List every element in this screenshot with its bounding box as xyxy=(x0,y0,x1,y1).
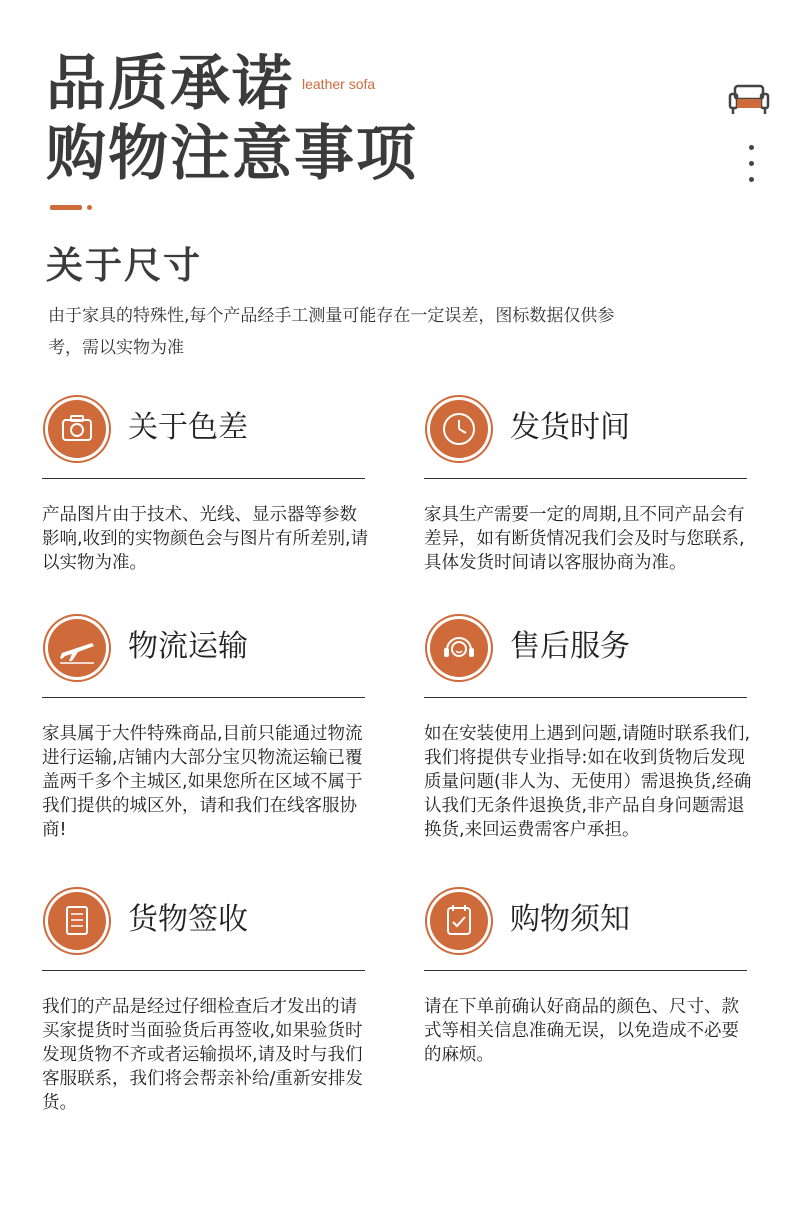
card-title: 发货时间 xyxy=(510,410,630,445)
size-section-heading: 关于尺寸 xyxy=(46,244,202,287)
card-body: 如在安装使用上遇到问题,请随时联系我们,我们将提供专业指导:如在收到货物后发现质量问题(非人为、无使用）需退换货,经确认我们无条件退换货,非产品自身问题需退换货,来回运费需客户承担。 xyxy=(424,724,752,840)
divider xyxy=(424,697,747,698)
subtitle-english: leather sofa xyxy=(302,76,376,92)
card-title: 关于色差 xyxy=(128,410,248,445)
size-section-text: 由于家具的特殊性,每个产品经手工测量可能存在一定误差，图标数据仅供参考，需以实物为准 xyxy=(48,306,615,358)
card-body: 请在下单前确认好商品的颜色、尺寸、款式等相关信息准确无误，以免造成不必要的麻烦。 xyxy=(424,997,739,1065)
accent-dot xyxy=(87,205,92,210)
headset-icon xyxy=(430,619,488,677)
page-title-line2: 购物注意事项 xyxy=(46,119,418,189)
notepad-icon xyxy=(430,892,488,950)
divider xyxy=(42,970,365,971)
airplane-icon xyxy=(48,619,106,677)
page-title-line1: 品质承诺 xyxy=(46,49,294,119)
card-body: 家具属于大件特殊商品,目前只能通过物流进行运输,店铺内大部分宝贝物流运输已覆盖两千多个主城区,如果您所在区域不属于我们提供的城区外，请和我们在线客服协商! xyxy=(42,724,363,840)
card-title: 售后服务 xyxy=(510,629,630,664)
divider xyxy=(42,478,365,479)
divider xyxy=(42,697,365,698)
clock-icon xyxy=(430,400,488,458)
card-body: 家具生产需要一定的周期,且不同产品会有差异，如有断货情况我们会及时与您联系,具体发货时间请以客服协商为准。 xyxy=(424,505,745,573)
vertical-dots-icon xyxy=(749,145,755,185)
card-title: 货物签收 xyxy=(128,902,248,937)
divider xyxy=(424,970,747,971)
sofa-icon xyxy=(728,84,770,116)
divider xyxy=(424,478,747,479)
card-title: 购物须知 xyxy=(510,902,630,937)
checklist-icon xyxy=(48,892,106,950)
camera-icon xyxy=(48,400,106,458)
card-body: 产品图片由于技术、光线、显示器等参数影响,收到的实物颜色会与图片有所差别,请以实物为准。 xyxy=(42,505,369,573)
card-title: 物流运输 xyxy=(128,629,248,664)
accent-bar xyxy=(50,205,82,210)
card-body: 我们的产品是经过仔细检查后才发出的请买家提货时当面验货后再签收,如果验货时发现货物不齐或者运输损坏,请及时与我们客服联系，我们将会帮亲补给/重新安排发货。 xyxy=(42,997,363,1113)
